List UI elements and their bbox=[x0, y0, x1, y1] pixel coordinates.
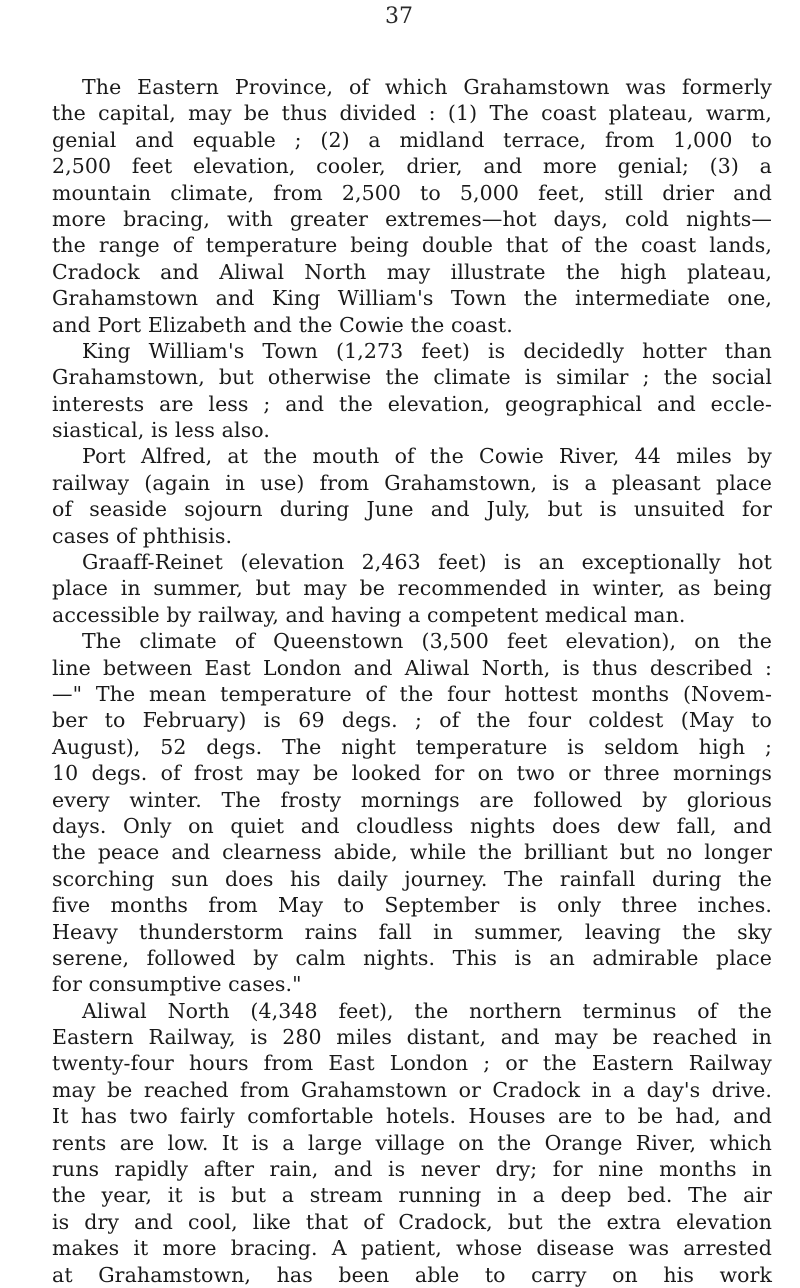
text-line: Grahamstown and King William's Town the intermediate one, bbox=[52, 286, 772, 311]
text-line: every winter. The frosty mornings are followed by glorious bbox=[52, 787, 772, 812]
text-line: The Eastern Province, of which Grahamstown was formerly bbox=[82, 75, 772, 99]
text-line: Aliwal North (4,348 feet), the northern terminus of the bbox=[82, 998, 772, 1023]
text-line: days. Only on quiet and cloudless nights does dew fall, and bbox=[52, 813, 772, 838]
text-line: may be reached from Grahamstown or Cradock in a day's drive. bbox=[52, 1077, 772, 1102]
page-number: 37 bbox=[385, 4, 413, 29]
body-text bbox=[52, 74, 772, 1288]
text-line: —" The mean temperature of the four hottest months (Novem- bbox=[52, 681, 772, 706]
text-line: line between East London and Aliwal North, is thus described : bbox=[52, 655, 772, 680]
text-line: for consumptive cases." bbox=[52, 972, 302, 997]
text-line: makes it more bracing. A patient, whose disease was arrested bbox=[52, 1236, 772, 1261]
text-line: twenty-four hours from East London ; or the Eastern Railway bbox=[52, 1051, 772, 1076]
text-line: The climate of Queenstown (3,500 feet elevation), on the bbox=[82, 629, 772, 654]
text-line: place in summer, but may be recommended in winter, as being bbox=[52, 576, 772, 601]
text-line: mountain climate, from 2,500 to 5,000 feet, still drier and bbox=[52, 180, 772, 205]
text-line: interests are less ; and the elevation, geographical and eccle- bbox=[52, 391, 772, 416]
text-line: Heavy thunderstorm rains fall in summer, leaving the sky bbox=[52, 919, 772, 944]
text-line: five months from May to September is only three inches. bbox=[52, 893, 772, 918]
text-line: runs rapidly after rain, and is never dry; for nine months in bbox=[52, 1157, 772, 1182]
text-line: railway (again in use) from Grahamstown, is a pleasant place bbox=[52, 470, 772, 495]
text-line: the capital, may be thus divided : (1) The coast plateau, warm, bbox=[52, 101, 772, 126]
text-line: 2,500 feet elevation, cooler, drier, and more genial; (3) a bbox=[52, 154, 772, 179]
text-line: Grahamstown, but otherwise the climate is similar ; the social bbox=[52, 365, 772, 390]
text-line: serene, followed by calm nights. This is an admirable place bbox=[52, 945, 772, 970]
text-line: siastical, is less also. bbox=[52, 418, 270, 443]
text-line: Eastern Railway, is 280 miles distant, and may be reached in bbox=[52, 1025, 772, 1050]
text-line: genial and equable ; (2) a midland terrace, from 1,000 to bbox=[52, 127, 772, 152]
text-line: the year, it is but a stream running in a deep bed. The air bbox=[52, 1183, 772, 1208]
text-line: of seaside sojourn during June and July, but is unsuited for bbox=[52, 497, 772, 522]
text-line: more bracing, with greater extremes—hot days, cold nights— bbox=[52, 206, 772, 231]
text-line: Cradock and Aliwal North may illustrate the high plateau, bbox=[52, 259, 772, 284]
text-line: cases of phthisis. bbox=[52, 523, 233, 548]
text-line: the peace and clearness abide, while the brilliant but no longer bbox=[52, 840, 772, 865]
text-line: is dry and cool, like that of Cradock, but the extra elevation bbox=[52, 1209, 772, 1234]
text-line: Port Alfred, at the mouth of the Cowie River, 44 miles by bbox=[82, 444, 772, 469]
text-line: rents are low. It is a large village on the Orange River, which bbox=[52, 1130, 772, 1155]
text-line: Graaff-Reinet (elevation 2,463 feet) is an exceptionally hot bbox=[82, 550, 772, 575]
text-line: August), 52 degs. The night temperature is seldom high ; bbox=[52, 734, 772, 759]
text-line: scorching sun does his daily journey. The rainfall during the bbox=[52, 866, 772, 891]
text-line: It has two fairly comfortable hotels. Houses are to be had, and bbox=[52, 1104, 772, 1129]
text-line: King William's Town (1,273 feet) is decidedly hotter than bbox=[82, 338, 772, 363]
text-line: and Port Elizabeth and the Cowie the coast. bbox=[52, 312, 513, 337]
text-line: at Grahamstown, has been able to carry on his work bbox=[52, 1262, 772, 1287]
text-line: accessible by railway, and having a competent medical man. bbox=[52, 602, 686, 627]
text-line: 10 degs. of frost may be looked for on two or three mornings bbox=[52, 761, 772, 786]
text-line: ber to February) is 69 degs. ; of the four coldest (May to bbox=[52, 708, 772, 733]
text-line: the range of temperature being double that of the coast lands, bbox=[52, 233, 772, 258]
